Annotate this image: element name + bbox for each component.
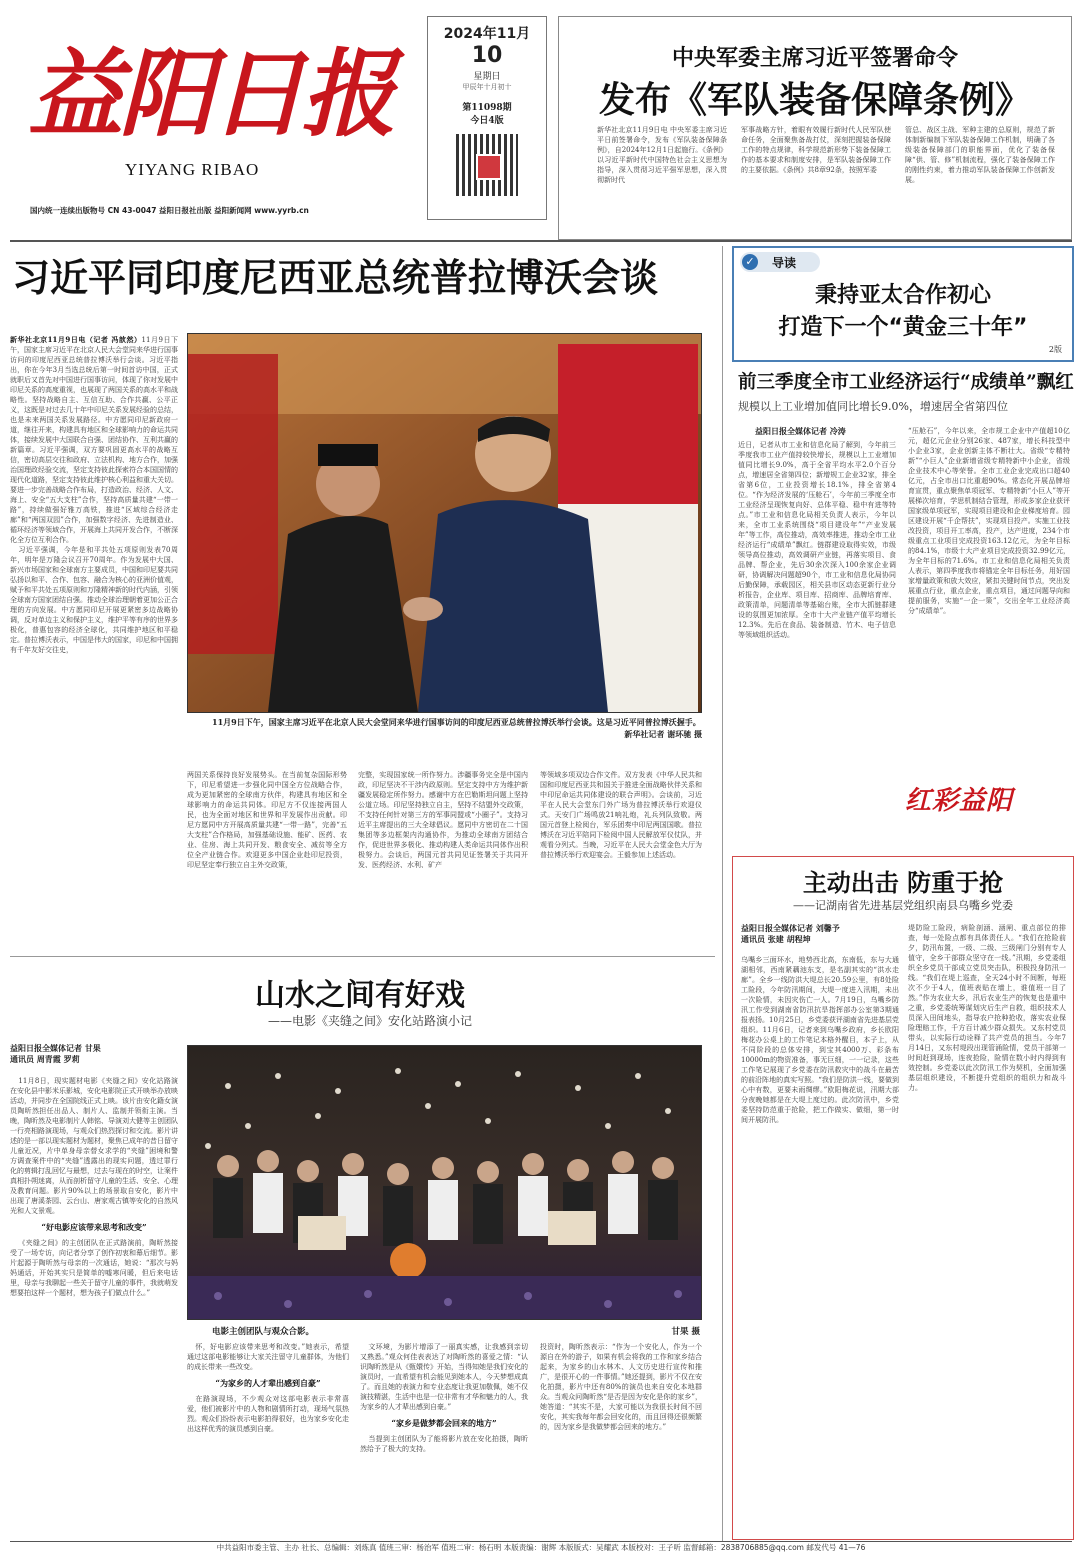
- feature-box: [732, 856, 1074, 1540]
- guide-label-tab: [740, 252, 820, 272]
- badge-text: 红彩益阳: [905, 786, 1014, 816]
- film-col4: 投资时，陶昕然表示：“作为一个安化人，作为一个源自在外的游子，如果有机会将我的工作和家乡结合起来，为家乡的山水林木、人文历史进行宣传和推广，是很开心的一件事情。”她还提到，影片不仅在安化拍摄，影片中还有80%的演员也来自安化本地群众。当观众问陶昕然“是否是因为安化是你的家乡”，她答道：“其实不是，大家可能以为我很长时间不回安化，其实我每年都会回安化的，而且回得还很频繁的，因为家乡是我做梦都会回来的地方。”: [540, 1343, 702, 1431]
- film-subhead: ——电影《夹缝之间》安化站路演小记: [267, 1014, 472, 1028]
- film-col3: 文环境，为影片增添了一丽真实感，让我感到亲切又熟悉。”观众何佳表表达了对陶昕然的喜爱之情：“认识陶昕然是从《甄嬛传》开始，当得知她是我们安化的演员时，一直希望有机会能见到她本人，今天梦想成真了。而且她的表演力和专业态度让我更加敬佩，她不仅演技精湛，生活中也是一位非常有才华和魅力的人，我为家乡的人才辈出感到自豪。” “家乡是做梦都会回来的地方” 当提到主创团队为了能将影片放在安化拍摄，陶昕然给予了极大的支持。: [360, 1343, 528, 1453]
- industry-subhead: 规模以上工业增加值同比增长9.0%，增速居全省第四位: [738, 400, 1008, 413]
- badge-red-yiyang: [905, 780, 1075, 828]
- film-col2: 怀，好电影应该带来思考和改变。”她表示，希望通过这部电影能够让大家关注留守儿童群体，为他们的成长带来一些改变。 “为家乡的人才辈出感到自豪” 在路演现场，不少观众对这部电影表示非常喜爱，他们被影片中的人物和剧情所打动，现场气氛热烈。观众们纷纷表示电影拍得很好，也为家乡安化走出这样优秀的演员感到自豪。: [187, 1343, 349, 1433]
- guide-label: 导读: [772, 256, 797, 270]
- masthead-divider: [10, 240, 1072, 242]
- industry-col2: “压舱石”，今年以来，全市规工企业中产值超10亿元，超亿元企业分别26家、487家，增长科技型中小企业3家，企业创新主体不断壮大。省级“专精特新”“小巨人”企业新增省级专精特新中小企业，省级企业技术中心等荣誉。全市工业企业完成出口超40亿元，占全市出口比重超90%。常态化开展品牌培育宣贯，重点聚焦单项冠军、专精特新“小巨人”等开展梯次培育，学思机制结合管理，形成多家企业获评国家级单项冠军，实现项目建设和企业梯度培育。园区建设开展“千企帮扶”，实现项目投产。实施工业技改投资，项目开工率高，投产，达产进度，234个市级重点工业项目完成投资163.12亿元，为全年目标的84.1%，市级十大产业项目完成投资32.99亿元，为全年目标的71.6%。市工业和信息化局相关负责人表示，第四季度我市将锚定全年目标任务，用好国家增量政策和放大效应，紧扣关键时间节点，突出发展重点行业，重点企业，重点项目，通过问题导向和提前服务，实施“一企一策”，交出全年工业经济高分“成绩单”。: [908, 427, 1070, 615]
- date-weekday: 星期日: [473, 72, 501, 82]
- film-subhead4: “家乡是做梦都会回来的地方”: [391, 1418, 497, 1428]
- top-news-col3: 管总、战区主战、军种主建的总原则，规范了新体制新编制下军队装备保障工作机制，明确了各级装备保障部门的职能界面，优化了装备保障“供、管、修”机制流程，强化了装备保障工作的刚性约束，着力推动军队装备保障工作创新发展。: [905, 126, 1055, 184]
- film-col1: 11月8日，现实题材电影《夹缝之间》安化站路演在安化县中影米乐影城，安化电影院正式开映举办放映活动，并同步在全国院线正式上映。该片由安化籍女演员陶昕然担任出品人、制片人、监制并领衔主演。当晚，陶昕然及电影制片人韩铭、导演刘大健等主创团队一行亮相路演现场，与观众们热烈探讨和交流。影片讲述的是一部以现实题材为题材，聚焦已成年的昔日留守儿童近况，片中单身母亲替女求学的“夹缝”困境和警方调查案件中的“夹缝”透露出的现实问题，透过罪行化的剪辑打乱回忆与最想，过去与现在的时空，让案件真相扑朔迷离，从而剖析留守儿童的生活、安全、心理及教育问题。影片90%以上的场景取自安化，影片中出现了唐溪茶园、云台山、唐家观古镇等安化的自然风光和人文景观。 “好电影应该带来思考和改变” 《夹缝之间》的主创团队在正式路演前，陶昕然接受了一场专访，向记者分享了创作初衷和幕后细节。影片起源于陶昕然与母亲的一次通话，她说：“那次与妈妈通话，开始其实只是简单的嘘寒问暖，但后来电话里，母亲与我聊起一些关于留守儿童的事件，我就萌发想要拍这样一个题材，想为孩子们做点什么。”: [10, 1077, 178, 1297]
- issue-number: 第11098期: [462, 103, 512, 113]
- main-col3: 完整，实现国家统一所作努力。涉疆事务完全是中国内政，印尼坚决不干涉内政原则。坚定支持中方为维护新疆发展稳定所作努力。感谢中方在巴勒斯坦问题上坚持公道立场。印尼坚持独立自主，坚持不结盟外交政策，不支持任何针对第三方的军事同盟或“小圈子”。支持习近平主席提出的三大全球倡议。愿同中方密切在二十国集团等多边框架内沟通协作，为推动全球南方团结合作，促进世界多极化、推动构建人类命运共同体作出积极努力。会谈后，两国元首共同见证签署关于共同开发、医药经济、水利、矿产: [358, 771, 528, 869]
- main-headline: 习近平同印度尼西亚总统普拉博沃会谈: [12, 256, 659, 300]
- guide-info-icon: ✓: [742, 254, 758, 270]
- industry-headline: 前三季度全市工业经济运行“成绩单”飘红: [738, 372, 1074, 393]
- guide-page-ref: 2版: [1048, 345, 1062, 354]
- film-headline: 山水之间有好戏: [255, 978, 465, 1013]
- film-photo: [187, 1045, 702, 1320]
- group-photo-icon: [188, 1046, 701, 1319]
- handshake-photo-icon: [188, 334, 701, 712]
- top-news-col1: 新华社北京11月9日电 中央军委主席习近平日前签署命令，发布《军队装备保障条例》，自2024年12月1日起施行。《条例》以习近平新时代中国特色社会主义思想为指导，深入贯彻习近平强军思想，深入贯彻新时代: [597, 126, 727, 184]
- top-news-box: [558, 16, 1072, 240]
- guide-headline-l1: 秉持亚太合作初心: [814, 283, 991, 308]
- page-count: 今日4版: [470, 116, 504, 126]
- main-bottom-rule: [10, 956, 715, 957]
- feature-col1: 乌嘴乡三面环水，地势西北高，东南低，东与大通湖相邻，西南紧藕池东支，是名副其实的“洪水走廊”。全乡一线防洪大堤总长20.59公里，有8处险工险段，今年防汛期间，大堤一度进入汛期，未出一次险情，未因灾伤亡一人。7月19日，乌嘴乡防汛工作受到湖南省防汛抗旱指挥部办公室第3期通报表扬。10月25日，乡党委获评湖南省先进基层党组织。11月6日，记者来到乌嘴乡政府，乡长欧阳梅花办公桌上的工作笔记本格外醒目，本子上，从不同阶段的总体安排，到宝其4000万、彩条布10000m的物资准备，事无巨细，一一记录，这些工作笔记展现了乡党委在防汛救灾中的战斗在最苦的前沿阵地的真实写照。“我们是防洪一线，要做到心中有数，更要未雨绸缪。”欧阳梅花说，汛期大部分夜晚她都是在大堤上度过的。此次防汛中，乡党委坚持防范重于抢险，把工作做实、做细，第一时间开展防汛。: [741, 956, 899, 1124]
- feature-headline: 主动出击 防重于抢: [802, 868, 1004, 897]
- footer-text: 中共益阳市委主管、主办 社长、总编辑：刘炼真 值班三审：杨治军 值班二审：杨石明 本版责编：谢辉 本版版式：吴耀武 本版校对：王子听 监督邮箱：2838706885@qq.com 邮发代号 41—76: [216, 1543, 866, 1552]
- date-lunar: 甲辰年十月初十: [462, 83, 512, 91]
- guide-headline-l2: 打造下一个“黄金三十年”: [778, 315, 1028, 340]
- top-news-col2: 军事战略方针，着眼有效履行新时代人民军队使命任务，全面聚焦备战打仗，深刻把握装备保障工作的特点规律，科学规范新形势下装备保障工作的基本要求和制度安排，是军队装备保障工作的主要依据。《条例》共8章92条，按照军委: [741, 126, 891, 174]
- film-photo-caption: 电影主创团队与观众合影。: [212, 1327, 315, 1337]
- vertical-divider: [722, 246, 723, 1541]
- film-subhead2: “好电影应该带来思考和改变”: [41, 1222, 147, 1232]
- industry-byline: 益阳日报全媒体记者 冷涛: [755, 426, 846, 436]
- film-byline: 益阳日报全媒体记者 甘果 通讯员 周青霞 罗莉: [10, 1043, 101, 1064]
- main-photo: [187, 333, 702, 713]
- masthead-date-block: [427, 16, 547, 220]
- feature-col2: 堤防险工险段，病险剖涵、涵闸、重点部位的排查，每一处险点都有具体责任人。“我们在抢险前夕，防汛布置，一级、二级、三级闸门分别有专人值守，全乡干部群众坚守在一线。”汛期，乡党委组织全乡党员干部成立党员突击队，积极投身防汛一线。“我们在堤上巡查，全天24小时不间断，每班次不少于4人，值班表贴在墙上，谁值班一目了然。”作为农业大乡，汛后农业生产的恢复也是重中之重，乡党委统筹谋划灾后生产自救，组织技术人员深入田间地头，指导农户抢种抢收，落实农业保险理赔工作，千方百计减少群众损失。又东村党员带头，以实际行动诠释了共产党员的担当。今年7月14日，又东村堤段出现管涌险情，党员干部第一时间赶到现场，连夜抢险，险情在数小时内得到有效控制。乡党委以此次防汛工作为契机，全面加强基层组织建设，不断提升党组织的组织力和战斗力。: [908, 924, 1066, 1092]
- masthead: [0, 0, 1080, 240]
- top-news-headline: 发布《军队装备保障条例》: [598, 80, 1031, 121]
- date-year-month: 2024年11月: [443, 26, 531, 42]
- main-photo-caption: 11月9日下午，国家主席习近平在北京人民大会堂同来华进行国事访问的印度尼西亚总统普拉博沃举行会谈。这是习近平同普拉博沃握手。 新华社记者 谢环驰 摄: [212, 717, 702, 739]
- date-day: 10: [471, 43, 503, 68]
- main-col1b: 习近平强调，今年是和平共处五项原则发表70周年，明年是万隆会议召开70周年。作为发展中大国、新兴市场国家和全球南方主要成员，中国和印尼要共同弘扬以和平、合作、包容、融合为核心的亚洲价值观，赋予和平共处五项原则和万隆精神新的时代内涵，引领全球南方国家团结自强。推动全球治理朝着更加公正合理的方向发展。中方愿同印尼开展更紧密多边战略协调，反对单边主义和保护主义，维护平等有序的世界多极化，普惠包容的经济全球化，共同维护地区和平稳定。普拉博沃表示，中国是伟大的国家，印尼和中国拥有千年友好交往史，: [10, 546, 178, 654]
- main-col2: 两国关系保持良好发展势头。在当前复杂国际形势下，印尼希望进一步强化同中国全方位战略合作，成为更加紧密的全球南方伙伴，构建具有地区和全球影响力的命运共同体。印尼方不仅连接两国人民，也为全面对地区和世界和平发展作出贡献。印尼方愿同中方开展高质量共建“一带一路”，完善“五大支柱”合作格局，加强基础设施、能矿、医药、农业、住房、海上共同开发、粮食安全、减贫等全方位全产业链合作。欢迎更多中国企业赴印尼投资，印尼坚定奉行独立自主外交政策，: [187, 771, 347, 869]
- guide-box: [732, 246, 1074, 362]
- industry-col1: 近日，记者从市工业和信息化局了解到，今年前三季度我市工业产值持较快增长，规模以上工业增加值同比增长9.0%，高于全省平均水平2.0个百分点，增速居全省第四位；新增规工企业32家，排全省第6位，工业投资增长18.1%，排全省第4位。“作为经济发展的‘压舱石’，今年前三季度全市工业经济呈现恢复向好、总体平稳、稳中有进等特点。”市工业和信息化局相关负责人表示，今年以来，全市工业系统围绕“项目建设年”“产业发展年”等工作，高位推动，高效率推进，推动全市工业经济运行“成绩单”飘红。链群建设取得实效，市级领导高位推动，高效调研产业链，再落实项目、食品牌、帮企业，先后30余次深入100余家企业调研，协调解决问题超90个，市工业和信息化局协同后勤保障，承载园区，相关县市区动态更新行业分析报告，企业库、项目库、招商库、品牌培育库、政策清单，问题清单等基础台账，全市大抓链群建设的氛围更加浓厚。全市十大产业链产值平均增长12.3%。先后在食品、装备制造、竹木、电子信息等领域组织活动。: [738, 441, 896, 639]
- main-col1: 新华社北京11月9日电（记者 冯歆然）11月9日下午，国家主席习近平在北京人民大会堂同来华进行国事访问的印度尼西亚总统普拉博沃举行会谈。习近平指出，你在今年3月当选总统后第一时间首访中国，正式就职后又首先对中国进行国事访问，体现了你对发展中印尼关系的高度重视，也展现了两国关系的高水平和战略性。坚持战略自主、互信互助、合作共赢、公平正义，这既是对过去几十年中印尼关系发展经验的总结，也是未来两国关系发展路径。中方愿同印尼新政府一道，继往开来，构建具有地区和全球影响力的命运共同体，接续发展中大国联合自强、团结协作、互利共赢的新篇章。习近平强调，双方要巩固更高水平的战略互信，密切高层交往和政府、立法机构、地方合作，加强治国理政经验交流，坚定支持彼此探索符合本国国情的现代化道路，坚定支持彼此维护核心利益和重大关切。要进一步完善战略合作布局，打造政治、经济、人文、海上、安全“五大支柱”合作，坚持高质量共建“一带一路”，持续做强好雅万高铁，推进“区域综合经济走廊”和“两国双园”合作，加强数字经济、先进制造业、循环经济等领域合作，开展海上共同开发合作，不断深化全方位互利合作。 习近平强调，今年是和平共处五项原则发表70周年，明年是万隆会议召开70周年。作为发展中大国、新兴市场国家和全球南方主要成员，中国和印尼要共同弘扬以和平、合作、包容、融合为核心的亚洲价值观，赋予和平共处五项原则和万隆精神新的时代内涵，引领全球南方国家团结自强。推动全球治理朝着更加公正合理的方向发展。中方愿同印尼开展更紧密多边战略协调，反对单边主义和保护主义，维护平等有序的世界多极化，普惠包容的经济全球化，共同维护地区和平稳定。普拉博沃表示，中国是伟大的国家，印尼和中国拥有千年友好交往史，: [10, 335, 178, 654]
- top-news-kicker: 中央军委主席习近平签署命令: [671, 46, 958, 71]
- feature-byline: 益阳日报全媒体记者 刘馨予 通讯员 张建 胡程坤: [741, 923, 840, 944]
- qr-code-icon: [456, 134, 518, 196]
- feature-subhead: ——记湖南省先进基层党组织南县乌嘴乡党委: [793, 899, 1013, 912]
- masthead-pinyin: YIYANG RIBAO: [125, 160, 260, 179]
- masthead-title: 益阳日报: [28, 39, 393, 150]
- masthead-footer-line: 国内统一连续出版物号 CN 43-0047 益阳日报社出版 益阳新闻网 www.yyrb.cn: [30, 206, 309, 215]
- film-subhead3: “为家乡的人才辈出感到自豪”: [215, 1378, 321, 1388]
- film-photo-credit: 甘果 摄: [671, 1327, 700, 1337]
- main-col4: 等领域多项双边合作文件。双方发表《中华人民共和国和印度尼西亚共和国关于推进全面战略伙伴关系和中印尼命运共同体建设的联合声明》。会谈前，习近平在人民大会堂东门外广场为普拉博沃举行欢迎仪式。天安门广场鸣放21响礼炮，礼兵列队致敬。两国元首登上检阅台，军乐团奏中印尼两国国歌。普拉博沃在习近平陪同下检阅中国人民解放军仪仗队，并观看分列式。当晚，习近平在人民大会堂金色大厅为普拉博沃举行欢迎宴会。王毅参加上述活动。: [540, 771, 702, 859]
- main-photo-credit: 新华社记者 谢环驰 摄: [624, 729, 702, 739]
- main-lead-label: 新华社北京11月9日电（记者 冯歆然）: [10, 335, 142, 344]
